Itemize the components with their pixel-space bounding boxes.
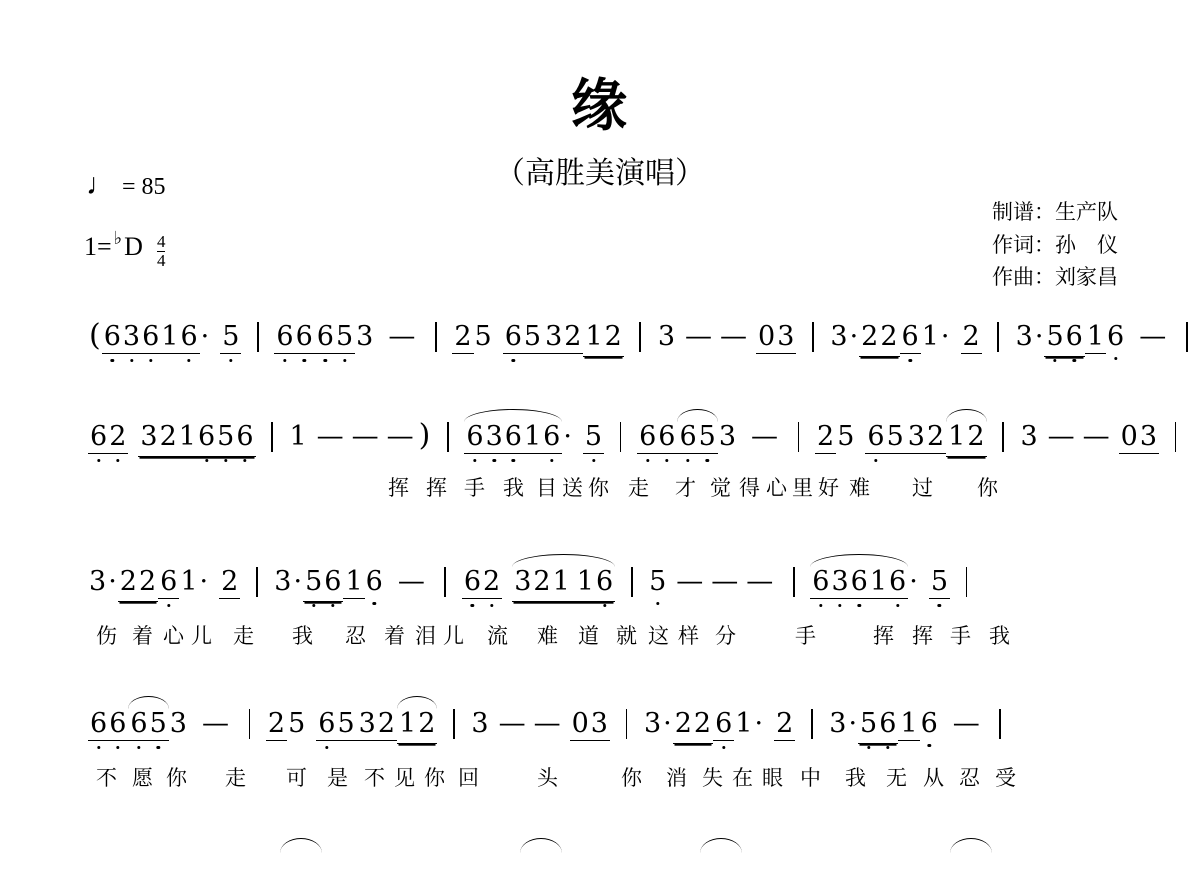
- lyric-syllable: 是: [327, 766, 349, 790]
- note-group: 5: [930, 566, 948, 597]
- note-group: 12: [397, 708, 437, 744]
- note-group: 63616: [464, 421, 562, 454]
- note-group: 2: [267, 708, 286, 739]
- lyric-syllable: 挥: [388, 476, 410, 500]
- lyric-syllable: 好: [818, 476, 840, 500]
- lyric-syllable: 伤: [96, 624, 118, 648]
- barline: [1186, 322, 1188, 352]
- lyric-syllable: 你: [588, 476, 610, 500]
- lyric-syllable: 走: [628, 476, 650, 500]
- lyric-syllable: 着: [132, 624, 154, 648]
- note-group: 03: [571, 708, 608, 739]
- lyric-syllable: 才: [675, 476, 697, 500]
- notation-row-4: 66 65 3 — 2 5 65 32 12 3 — — 03 3· 22 6 1· 2 3· 56 1 6 —: [88, 708, 1118, 754]
- barline: [447, 422, 449, 452]
- barline: [1002, 422, 1004, 452]
- note-group: 2: [776, 708, 794, 739]
- lyric-syllable: 心: [766, 476, 788, 500]
- tie-slur: [700, 838, 742, 853]
- lyric-syllable: 见: [394, 766, 416, 790]
- lyric-syllable: 挥: [873, 624, 895, 648]
- note-group: 65: [504, 321, 542, 352]
- time-signature-numerator: 4: [156, 232, 166, 251]
- lyric-syllable: 儿: [443, 624, 465, 648]
- tie-slur: [280, 838, 322, 853]
- note-group: 65: [316, 321, 354, 352]
- lyric-syllable: 得: [739, 476, 761, 500]
- note-group: 1: [345, 566, 363, 597]
- note-group: 66: [276, 321, 313, 352]
- lyric-syllable: 我: [292, 624, 314, 648]
- lyric-syllable: 难: [849, 476, 871, 500]
- lyric-syllable: 心: [163, 624, 185, 648]
- lyric-syllable: 愿: [132, 766, 154, 790]
- lyric-syllable: 手: [795, 624, 817, 648]
- barline: [271, 422, 273, 452]
- note-group: 2: [454, 321, 472, 352]
- note-group: 5: [222, 321, 240, 352]
- lyric-syllable: 我: [845, 766, 867, 790]
- lyric-syllable: 泪: [415, 624, 437, 648]
- lyric-syllable: 儿: [191, 624, 213, 648]
- barline: [256, 567, 258, 597]
- lyric-syllable: 走: [233, 624, 255, 648]
- key-signature: [84, 228, 166, 270]
- lyric-syllable: 受: [995, 766, 1017, 790]
- barline: [966, 567, 968, 597]
- note-group: 63616: [810, 566, 908, 599]
- lyric-syllable: 忍: [345, 624, 367, 648]
- note-group: 32: [545, 321, 582, 352]
- lyric-syllable: 眼: [762, 766, 784, 790]
- note-group: 321 1 6: [512, 566, 615, 602]
- lyric-syllable: 目: [536, 476, 558, 500]
- lyric-syllable: 过: [912, 476, 934, 500]
- note-group: 62: [463, 566, 501, 597]
- note-group: 65: [128, 708, 168, 741]
- barline: [257, 322, 259, 352]
- flat-icon: ♭: [113, 228, 123, 248]
- note-group: 2: [962, 321, 980, 352]
- note-group: 56: [1044, 321, 1084, 357]
- lyric-syllable: 从: [923, 766, 945, 790]
- tempo-marking: [86, 168, 166, 202]
- lyric-syllable: 道: [578, 624, 600, 648]
- note-group: 5: [584, 421, 603, 452]
- lyric-syllable: 我: [503, 476, 525, 500]
- note-group: 66: [90, 708, 127, 739]
- note-group: 6: [715, 708, 733, 739]
- note-group: 6: [901, 321, 919, 352]
- note-group: 2: [817, 421, 835, 452]
- note-group: 32: [358, 708, 396, 739]
- repeat-close-paren: ): [418, 418, 431, 453]
- lyric-syllable: 送: [562, 476, 584, 500]
- lyric-syllable: 觉: [710, 476, 732, 500]
- page-title: 缘: [571, 73, 629, 139]
- lyric-syllable: 你: [424, 766, 446, 790]
- lyric-syllable: 头: [537, 766, 559, 790]
- note-group: 56: [858, 708, 898, 744]
- note-group: 65: [318, 708, 355, 739]
- barline: [811, 709, 813, 739]
- tempo-value: 85: [141, 173, 166, 200]
- barline: [249, 709, 251, 739]
- note-group: 12: [946, 421, 986, 457]
- lyric-syllable: 难: [537, 624, 559, 648]
- lyric-syllable: 挥: [426, 476, 448, 500]
- lyric-syllable: 分: [715, 624, 737, 648]
- lyric-syllable: 你: [621, 766, 643, 790]
- note-group: 22: [859, 321, 899, 357]
- barline: [444, 567, 446, 597]
- note-group: 6: [160, 566, 178, 597]
- barline: [999, 709, 1001, 739]
- barline: [620, 422, 622, 452]
- note-group: 22: [118, 566, 158, 602]
- note-group: 66: [639, 421, 676, 452]
- repeat-open-paren: (: [89, 318, 101, 353]
- lyric-syllable: 你: [977, 476, 999, 500]
- note-group: 03: [1120, 421, 1158, 452]
- tie-slur: [950, 838, 992, 853]
- lyric-syllable: 不: [96, 766, 118, 790]
- notation-row-1: ( 63616 · 5 66 65 3 — 2 5 65 32 12 3 — — 03 3· 22 6 1· 2 3· 56 1 6 —: [88, 318, 1118, 364]
- lyric-syllable: 你: [166, 766, 188, 790]
- note-group: 22: [673, 708, 713, 744]
- barline: [793, 567, 795, 597]
- lyric-syllable: 样: [678, 624, 700, 648]
- key-prefix: 1=: [84, 232, 112, 261]
- note-group: 65: [867, 421, 904, 452]
- lyric-syllable: 流: [487, 624, 509, 648]
- lyric-syllable: 可: [286, 766, 308, 790]
- barline: [626, 709, 628, 739]
- barline: [997, 322, 999, 352]
- lyric-syllable: 手: [950, 624, 972, 648]
- barline: [639, 322, 641, 352]
- note-group: 32: [907, 421, 945, 452]
- lyric-syllable: 回: [458, 766, 480, 790]
- note-group: 62: [90, 421, 127, 452]
- lyric-syllable: 我: [989, 624, 1011, 648]
- note-group: 12: [583, 321, 623, 357]
- barline: [1175, 422, 1177, 452]
- lyrics-row-2: [88, 472, 1118, 506]
- lyric-syllable: 中: [800, 766, 822, 790]
- note-group: 2: [221, 566, 239, 597]
- lyric-syllable: 这: [648, 624, 670, 648]
- barline: [435, 322, 437, 352]
- note-group: 321656: [138, 421, 255, 457]
- time-signature: [157, 233, 166, 270]
- lyric-syllable: 无: [886, 766, 908, 790]
- note-group: 1: [1086, 321, 1105, 352]
- note-group: 65: [677, 421, 717, 454]
- key-letter: D: [124, 232, 143, 261]
- tempo-equals: =: [122, 173, 136, 200]
- notation-row-5: [88, 836, 1118, 882]
- lyric-syllable: 消: [666, 766, 688, 790]
- lyrics-row-4: [88, 762, 1118, 796]
- note-group: 63616: [103, 321, 198, 352]
- lyric-syllable: 着: [384, 624, 406, 648]
- note-group: 1: [900, 708, 918, 739]
- barline: [453, 709, 455, 739]
- tie-slur: [520, 838, 562, 853]
- quarter-note-icon: ♩: [86, 168, 116, 201]
- page-subtitle: （高胜美演唱）: [495, 156, 705, 191]
- lyric-syllable: 忍: [959, 766, 981, 790]
- credit-composer: 作曲：刘家昌: [992, 265, 1118, 290]
- lyric-syllable: 里: [792, 476, 814, 500]
- lyric-syllable: 挥: [912, 624, 934, 648]
- notation-row-3: 3· 22 6 1· 2 3· 56 1 6 — 62 321 1 6 5 — — — 63616 · 5: [88, 566, 1118, 612]
- barline: [798, 422, 800, 452]
- lyrics-row-3: [88, 620, 1118, 654]
- time-signature-denominator: 4: [156, 250, 166, 270]
- note-group: 03: [758, 321, 795, 352]
- note-group: 56: [303, 566, 343, 602]
- barline: [631, 567, 633, 597]
- lyric-syllable: 就: [616, 624, 638, 648]
- lyric-syllable: 不: [364, 766, 386, 790]
- notation-row-2: 62 321656 1 — — — ) 63616 · 5 66 65 3 — 2 5 65 32 12 3 — — 03: [88, 418, 1118, 464]
- barline: [812, 322, 814, 352]
- credit-lyricist: 作词：孙 仪: [992, 232, 1118, 257]
- credits-block: [992, 196, 1118, 294]
- lyric-syllable: 在: [732, 766, 754, 790]
- lyric-syllable: 手: [464, 476, 486, 500]
- lyric-syllable: 走: [225, 766, 247, 790]
- credit-arranger: 制谱：生产队: [992, 200, 1118, 224]
- lyric-syllable: 失: [702, 766, 724, 790]
